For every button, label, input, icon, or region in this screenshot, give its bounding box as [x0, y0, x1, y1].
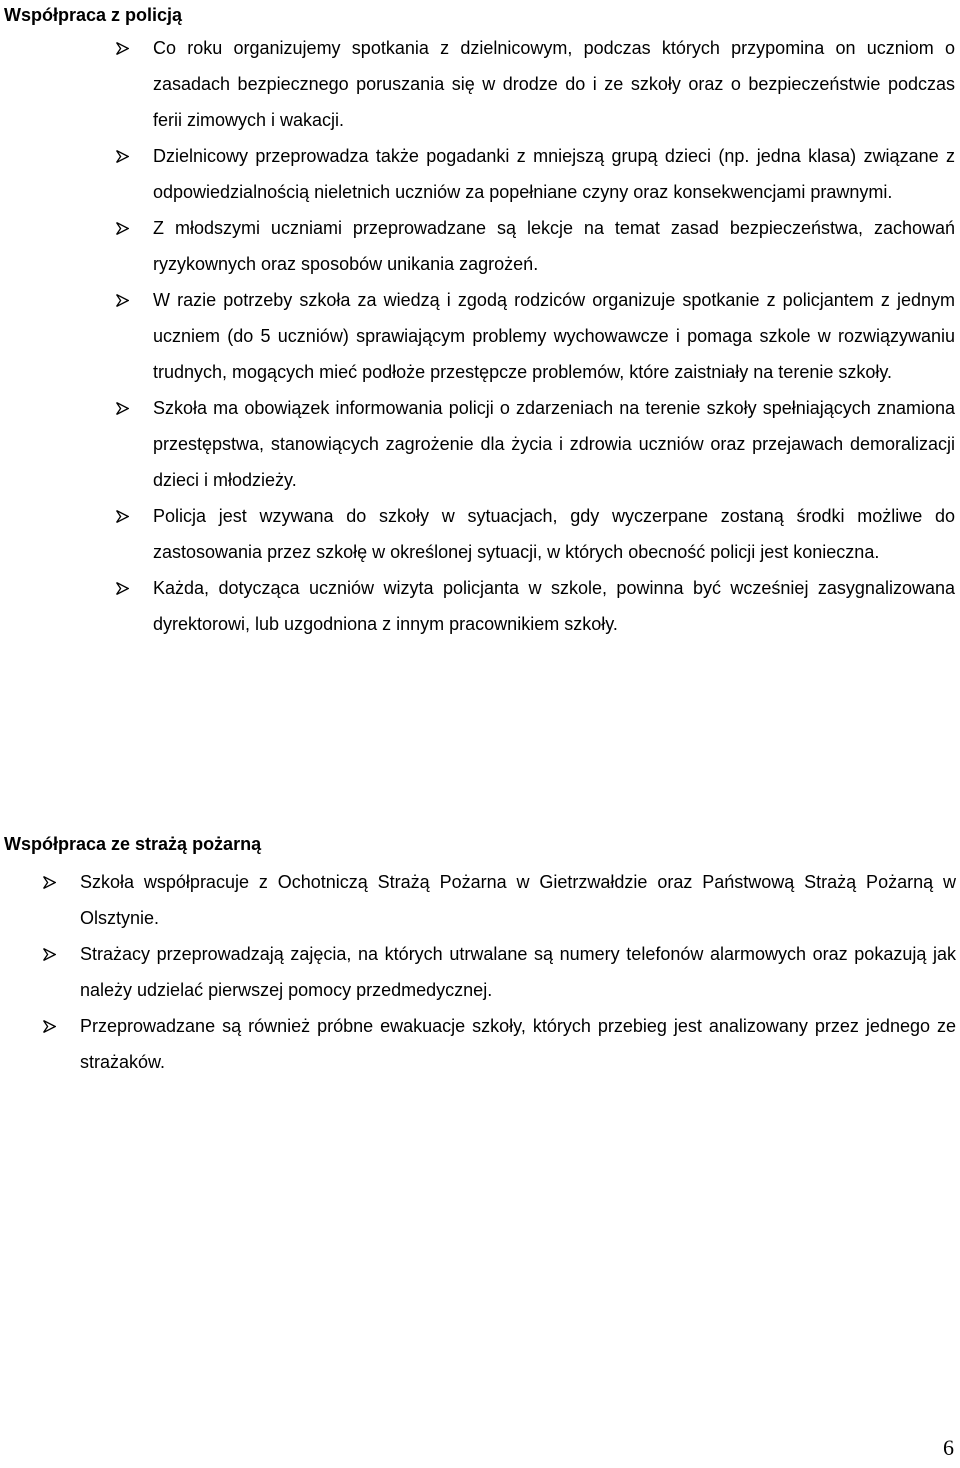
list-item-text: W razie potrzeby szkoła za wiedzą i zgodą rodziców organizuje spotkanie z policjantem z jednym uczniem (do 5 uczniów) sprawiającym problemy wychowawcze i pomaga szkole w rozwiązywaniu trudnych, mogących mieć podłoże przestępcze problemów, które zaistniały na terenie szkoły. — [153, 290, 955, 382]
list-item — [80, 864, 956, 936]
list-item — [80, 1008, 956, 1080]
arrowhead-bullet-icon — [43, 948, 56, 961]
list-item — [153, 30, 955, 138]
police-cooperation-list — [153, 30, 955, 642]
list-item-text: Szkoła ma obowiązek informowania policji o zdarzeniach na terenie szkoły spełniających znamiona przestępstwa, stanowiących zagrożenie dla życia i zdrowia uczniów oraz przejawach demoralizacji dzieci i młodzieży. — [153, 398, 955, 490]
fire-brigade-cooperation-list — [80, 864, 956, 1080]
list-item-text: Z młodszymi uczniami przeprowadzane są lekcje na temat zasad bezpieczeństwa, zachowań ryzykownych oraz sposobów unikania zagrożeń. — [153, 218, 955, 274]
arrowhead-bullet-icon — [116, 150, 129, 163]
list-item — [80, 936, 956, 1008]
arrowhead-bullet-icon — [116, 42, 129, 55]
list-item — [153, 138, 955, 210]
list-item — [153, 390, 955, 498]
list-item — [153, 210, 955, 282]
section-heading-fire-brigade: Współpraca ze strażą pożarną — [4, 834, 262, 854]
arrowhead-bullet-icon — [116, 582, 129, 595]
arrowhead-bullet-icon — [116, 402, 129, 415]
list-item-text: Szkoła współpracuje z Ochotniczą Strażą Pożarna w Gietrzwałdzie oraz Państwową Strażą Pożarną w Olsztynie. — [80, 872, 956, 928]
list-item-text: Dzielnicowy przeprowadza także pogadanki z mniejszą grupą dzieci (np. jedna klasa) związane z odpowiedzialnością nieletnich uczniów za popełniane czyny oraz konsekwencjami prawnymi. — [153, 146, 955, 202]
arrowhead-bullet-icon — [43, 876, 56, 889]
section-heading-police: Współpraca z policją — [4, 5, 183, 25]
list-item-text: Policja jest wzywana do szkoły w sytuacjach, gdy wyczerpane zostaną środki możliwe do zastosowania przez szkołę w określonej sytuacji, w których obecność policji jest konieczna. — [153, 506, 955, 562]
list-item-text: Przeprowadzane są również próbne ewakuacje szkoły, których przebieg jest analizowany przez jednego ze strażaków. — [80, 1016, 956, 1072]
list-item-text: Co roku organizujemy spotkania z dzielnicowym, podczas których przypomina on uczniom o zasadach bezpiecznego poruszania się w drodze do i ze szkoły oraz o bezpieczeństwie podczas ferii zimowych i wakacji. — [153, 38, 955, 130]
arrowhead-bullet-icon — [116, 510, 129, 523]
list-item-text: Każda, dotycząca uczniów wizyta policjanta w szkole, powinna być wcześniej zasygnalizowana dyrektorowi, lub uzgodniona z innym pracownikiem szkoły. — [153, 578, 955, 634]
list-item-text: Strażacy przeprowadzają zajęcia, na których utrwalane są numery telefonów alarmowych oraz pokazują jak należy udzielać pierwszej pomocy przedmedycznej. — [80, 944, 956, 1000]
list-item — [153, 570, 955, 642]
arrowhead-bullet-icon — [116, 294, 129, 307]
arrowhead-bullet-icon — [116, 222, 129, 235]
list-item — [153, 282, 955, 390]
list-item — [153, 498, 955, 570]
arrowhead-bullet-icon — [43, 1020, 56, 1033]
page-number: 6 — [943, 1435, 954, 1460]
